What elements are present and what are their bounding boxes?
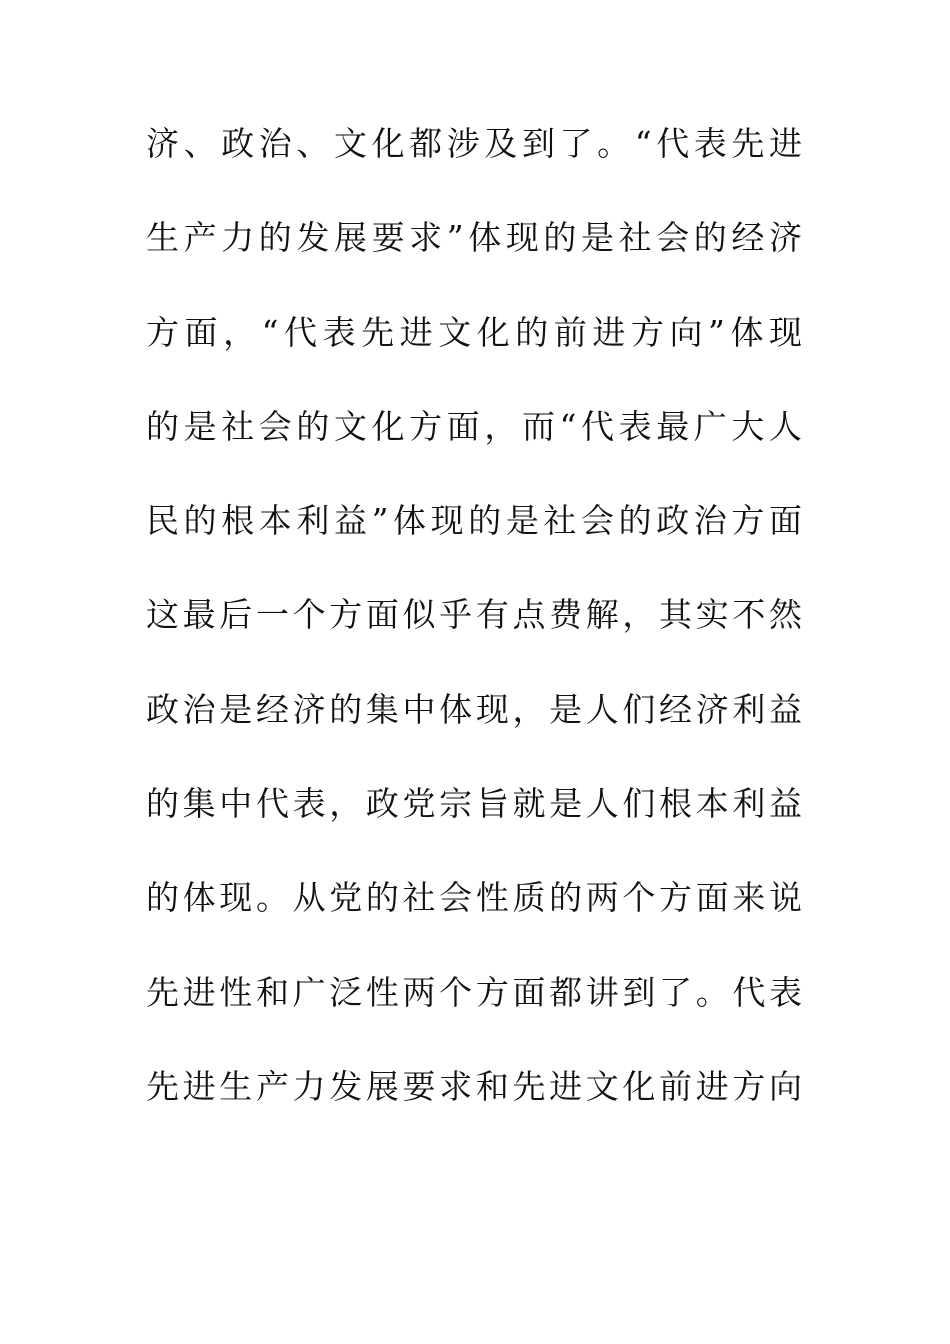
text-line: 民的根本利益”体现的是社会的政治方面 bbox=[146, 501, 802, 541]
text-line: 这最后一个方面似乎有点费解，其实不然 bbox=[146, 595, 802, 635]
text-line: 的集中代表，政党宗旨就是人们根本利益 bbox=[146, 784, 802, 824]
body-text bbox=[146, 124, 816, 1164]
text-line: 方面，“代表先进文化的前进方向”体现 bbox=[146, 312, 802, 352]
text-line: 先进性和广泛性两个方面都讲到了。代表 bbox=[146, 972, 802, 1012]
text-line: 先进生产力发展要求和先进文化前进方向 bbox=[146, 1066, 802, 1106]
text-line: 的体现。从党的社会性质的两个方面来说 bbox=[146, 878, 802, 918]
text-line: 生产力的发展要求”体现的是社会的经济 bbox=[146, 218, 802, 258]
text-line: 政治是经济的集中体现，是人们经济利益 bbox=[146, 689, 802, 729]
text-line: 济、政治、文化都涉及到了。“代表先进 bbox=[146, 124, 802, 163]
text-line: 的是社会的文化方面，而“代表最广大人 bbox=[146, 406, 802, 446]
